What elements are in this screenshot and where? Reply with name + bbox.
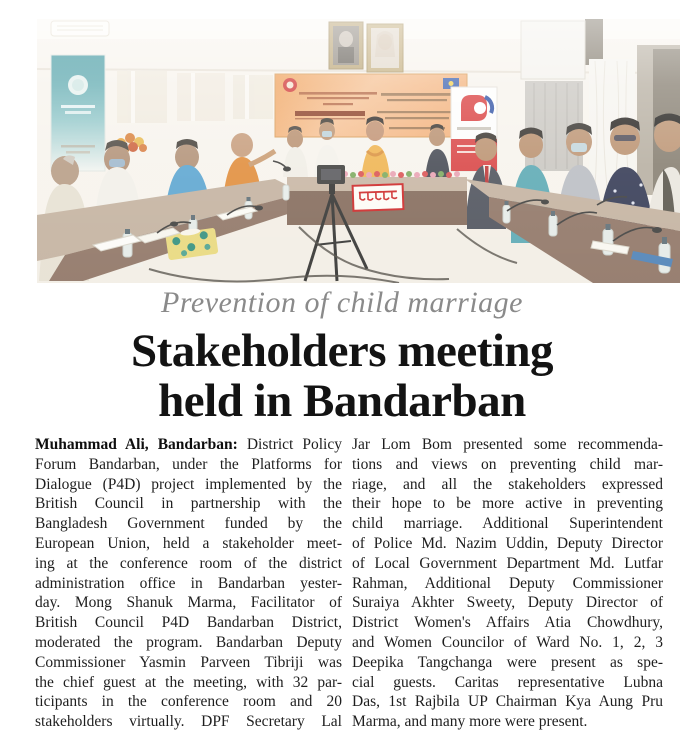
article-column-left xyxy=(35,435,342,732)
article-line: child marriage. Additional Superintendent xyxy=(352,515,663,533)
meeting-photo-illustration xyxy=(37,19,680,283)
article-line: tions and views on preventing child mar- xyxy=(352,455,663,473)
article-line: European Union, held a stakeholder meet- xyxy=(35,534,342,552)
article-body xyxy=(35,435,663,732)
article-line: administration office in Bandarban yester- xyxy=(35,574,342,592)
article-line: of Police Md. Nazim Uddin, Deputy Director xyxy=(352,534,663,552)
article-column-right xyxy=(352,435,663,732)
article-line: Muhammad Ali, Bandarban: District Policy xyxy=(35,436,342,453)
article-line: the chief guest at the meeting, with 32 par- xyxy=(35,673,342,691)
article-line: District Women's Affairs Atia Chowdhury, xyxy=(352,614,663,632)
article-line: Commissioner Yasmin Parveen Tibriji was xyxy=(35,653,342,671)
article-line: Jar Lom Bom presented some recommenda- xyxy=(352,436,663,453)
article-line: ing at the conference room of the district xyxy=(35,554,342,572)
headline xyxy=(0,326,684,426)
article-line: British Council in partnership with the xyxy=(35,495,342,513)
article-line: British Council P4D Bandarban District, xyxy=(35,614,342,632)
article-line: riage, and all the stakeholders expressed xyxy=(352,475,663,493)
photo-overexposure-overlay xyxy=(37,19,680,283)
article-line: cial guests. Caritas representative Lubna xyxy=(352,673,663,691)
article-line: of Local Government Department Md. Lutfar xyxy=(352,554,663,572)
article-line: moderated the program. Bandarban Deputy xyxy=(35,633,342,651)
meeting-photo xyxy=(37,19,680,283)
article-line: Rahman, Additional Deputy Commissioner xyxy=(352,574,663,592)
article-line: Deepika Tangchanga were present as spe- xyxy=(352,653,663,671)
article-line: Dialogue (P4D) project implemented by the xyxy=(35,475,342,493)
article-line: stakeholders virtually. DPF Secretary Lal xyxy=(35,713,342,731)
article-line: day. Mong Shanuk Marma, Facilitator of xyxy=(35,594,342,612)
article-line: Marma, and many more were present. xyxy=(352,713,588,731)
article-line: Bangladesh Government funded by the xyxy=(35,515,342,533)
article-line: Forum Bandarban, under the Platforms for xyxy=(35,455,342,473)
headline-line-2: held in Bandarban xyxy=(158,375,526,427)
article-line: and Women Councilor of Ward No. 1, 2, 3 xyxy=(352,633,663,651)
article-line: ticipants in the conference room and 20 xyxy=(35,693,342,711)
headline-line-1: Stakeholders meeting xyxy=(130,325,554,377)
article-line: Suraiya Akhter Sweety, Deputy Director of xyxy=(352,594,663,612)
article-line: their hope to be more active in preventing xyxy=(352,495,663,513)
kicker: Prevention of child marriage xyxy=(161,286,523,319)
article-line: Das, 1st Rajbila UP Chairman Kya Aung Pru xyxy=(352,693,663,711)
